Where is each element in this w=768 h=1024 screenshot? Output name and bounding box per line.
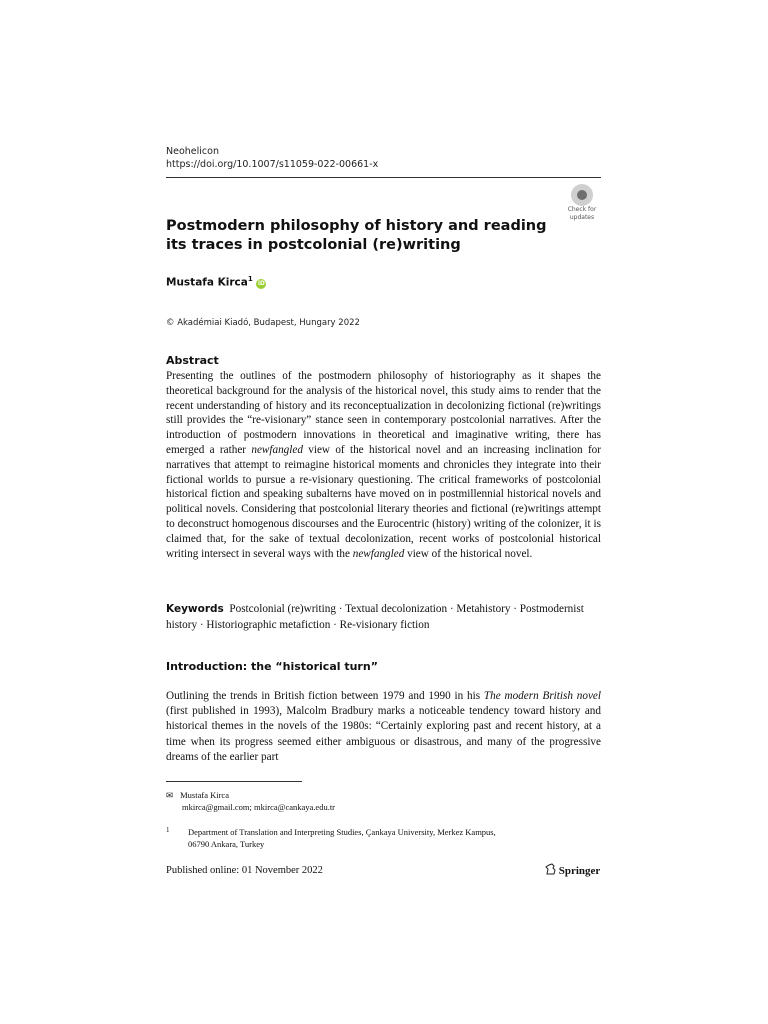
author-line [166, 275, 266, 289]
affiliation-footnote [166, 824, 496, 850]
article-title: Postmodern philosophy of history and reading its traces in postcolonial (re)writing [166, 218, 547, 253]
abstract-emphasis: newfangled [352, 547, 405, 560]
copyright-line: © Akadémiai Kiadó, Budapest, Hungary 2022 [166, 318, 360, 328]
publisher-logo [545, 863, 600, 877]
journal-name: Neohelicon [166, 146, 219, 157]
correspondent-emails[interactable]: mkirca@gmail.com; mkirca@cankaya.edu.tr [182, 802, 336, 812]
orcid-icon[interactable]: iD [257, 279, 265, 287]
check-for-updates-badge[interactable] [564, 184, 600, 220]
journal-header [166, 145, 378, 171]
book-title-emphasis: The modern British novel [483, 690, 601, 702]
introduction-text: Outlining the trends in British fiction between 1979 and 1990 in his The modern British novel (first published in 1993), Malcolm Bradbury marks a noticeable tendency toward history and historical themes in the novels of the 1980s: “Certainly exploring past and recent history, at a time when its progress seemed either ambiguous or disastrous, and many of the progressive dreams of the earlier part [166, 690, 601, 763]
keywords-label: Keywords [166, 603, 224, 615]
affiliation-number: 1 [166, 826, 170, 834]
affiliation-line2: 06790 Ankara, Turkey [188, 839, 265, 849]
section-heading: Introduction: the “historical turn” [166, 660, 378, 673]
keywords [166, 602, 601, 633]
springer-horse-icon [545, 863, 556, 875]
author-affiliation-mark: 1 [247, 275, 253, 283]
badge-line1: Check for [567, 206, 597, 213]
keywords-list: Postcolonial (re)writing · Textual decolonization · Metahistory · Postmodernist history · Historiographic metafiction · Re-visionary fiction [166, 603, 584, 631]
footnote-rule [166, 781, 302, 782]
publisher-name: Springer [558, 865, 601, 877]
envelope-icon: ✉ [166, 790, 174, 800]
correspondent-name: Mustafa Kirca [180, 790, 229, 800]
abstract-text: Presenting the outlines of the postmodern philosophy of historiography as it shapes the theoretical background for the analysis of the historical novel, this study aims to render that the recent understanding of history and its reconceptualization in decolonizing fictional (re)writings still provides the “re-visionary” stance seen in contemporary postcolonial narratives. After the introduction of postmodern innovations in theoretical and imaginative writing, there has emerged a rather newfangled view of the historical novel and an increasing inclination for narratives that attempt to reimagine historical moments and chronicles they integrate into their fictional worlds to pursue a re-visionary questioning. The critical frameworks of postcolonial historical fiction and speaking subalterns have moved on in postmillennial historical novels and political novels. Considering that postcolonial literary theories and fictional (re)writings attempt to deconstruct homogenous discourses and the Eurocentric (history) writing of the colonizer, it is claimed that, for the sake of textual decolonization, recent works of postcolonial historical writing intersect in several ways with the newfangled view of the historical novel. [166, 370, 601, 560]
author-name[interactable]: Mustafa Kirca [166, 276, 248, 289]
badge-line2: updates [569, 213, 595, 221]
affiliation-line1: Department of Translation and Interpreting Studies, Çankaya University, Merkez Kampus, [188, 827, 496, 837]
header-rule [166, 177, 601, 178]
check-for-updates-icon [571, 184, 593, 206]
correspondence-footnote [166, 789, 335, 813]
published-date: Published online: 01 November 2022 [166, 865, 323, 876]
abstract-emphasis: newfangled [251, 443, 303, 456]
abstract-heading: Abstract [166, 354, 219, 367]
doi-link[interactable]: https://doi.org/10.1007/s11059-022-00661-x [166, 159, 379, 170]
